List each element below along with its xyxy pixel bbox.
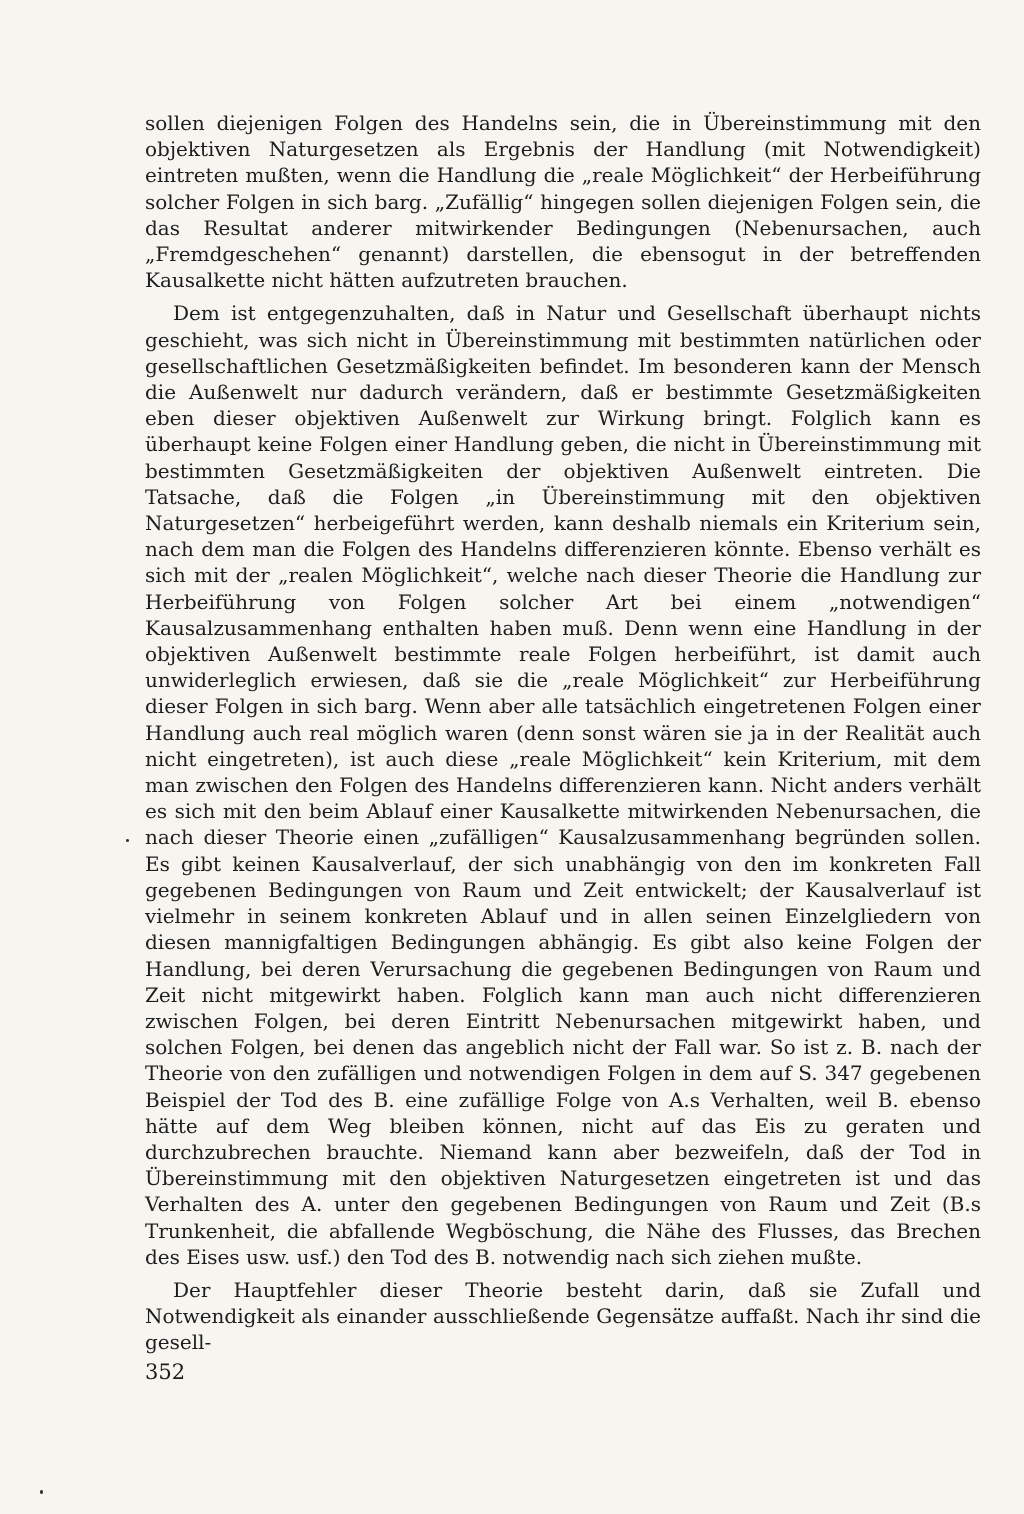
- page-number: 352: [145, 1360, 186, 1384]
- paragraph-argument: Dem ist entgegenzuhalten, daß in Natur und Gesellschaft überhaupt nichts geschieht, was sich nicht in Übereinstimmung mit bestimmten natürlichen oder gesellschaftlichen Gesetzmäßigkeiten befindet. Im besonderen kann der Mensch die Außenwelt nur dadurch verändern, daß er bestimmte Gesetzmäßigkeiten eben dieser objektiven Außenwelt zur Wirkung bringt. Folglich kann es überhaupt keine Folgen einer Handlung geben, die nicht in Übereinstimmung mit bestimmten Gesetzmäßigkeiten der objektiven Außenwelt eintreten. Die Tatsache, daß die Folgen „in Übereinstimmung mit den objektiven Naturgesetzen“ herbeigeführt werden, kann deshalb niemals ein Kriterium sein, nach dem man die Folgen des Handelns differenzieren könnte. Ebenso verhält es sich mit der „realen Möglichkeit“, welche nach dieser Theorie die Handlung zur Herbeiführung von Folgen solcher Art bei einem „notwendigen“ Kausalzusammenhang enthalten haben muß. Denn wenn eine Handlung in der objektiven Außenwelt bestimmte reale Folgen herbeiführt, ist damit auch unwiderleglich erwiesen, daß sie die „reale Möglichkeit“ zur Herbeiführung dieser Folgen in sich barg. Wenn aber alle tatsächlich eingetretenen Folgen einer Handlung auch real möglich waren (denn sonst wären sie ja in der Realität auch nicht eingetreten), ist auch diese „reale Möglichkeit“ kein Kriterium, mit dem man zwischen den Folgen des Handelns differenzieren kann. Nicht anders verhält es sich mit den beim Ablauf einer Kausalkette mitwirkenden Nebenursachen, die nach dieser Theorie einen „zufälligen“ Kausalzusammenhang begründen sollen. Es gibt keinen Kausalverlauf, der sich unabhängig von den im konkreten Fall gegebenen Bedingungen von Raum und Zeit entwickelt; der Kausalverlauf ist vielmehr in seinem konkreten Ablauf und in allen seinen Einzelgliedern von diesen mannigfaltigen Bedingungen abhängig. Es gibt also keine Folgen der Handlung, bei deren Verursachung die gegebenen Bedingungen von Raum und Zeit nicht mitgewirkt haben. Folglich kann man auch nicht differenzieren zwischen Folgen, bei deren Eintritt Nebenursachen mitgewirkt haben, und solchen Folgen, bei denen das angeblich nicht der Fall war. So ist z. B. nach der Theorie von den zufälligen und notwendigen Folgen in dem auf S. 347 gegebenen Beispiel der Tod des B. eine zufällige Folge von A.s Verhalten, weil B. ebenso hätte auf dem Weg bleiben können, nicht auf das Eis zu geraten und durchzubrechen brauchte. Niemand kann aber bezweifeln, daß der Tod in Übereinstimmung mit den objektiven Naturgesetzen eingetreten ist und das Verhalten des A. unter den gegebenen Bedingungen von Raum und Zeit (B.s Trunkenheit, die abfallende Wegböschung, die Nähe des Flusses, das Brechen des Eises usw. usf.) den Tod des B. notwendig nach sich ziehen mußte.: [145, 301, 981, 1269]
- body-text: [145, 110, 981, 1356]
- scan-speck: [126, 839, 129, 842]
- paragraph-continuation: sollen diejenigen Folgen des Handelns sein, die in Übereinstimmung mit den objektiven Naturgesetzen als Ergebnis der Handlung (mit Notwendigkeit) eintreten mußten, wenn die Handlung die „reale Möglichkeit“ der Herbeiführung solcher Folgen in sich barg. „Zufällig“ hingegen sollen diejenigen Folgen sein, die das Resultat anderer mitwirkender Bedingungen (Nebenursachen, auch „Fremdgeschehen“ genannt) darstellen, die ebensogut in der betreffenden Kausalkette nicht hätten aufzutreten brauchen.: [145, 111, 981, 293]
- scan-speck: [40, 1490, 43, 1494]
- paragraph-main-error: Der Hauptfehler dieser Theorie besteht darin, daß sie Zufall und Notwendigkeit als einander ausschließende Gegensätze auffaßt. Nach ihr sind die gesell-: [145, 1277, 981, 1355]
